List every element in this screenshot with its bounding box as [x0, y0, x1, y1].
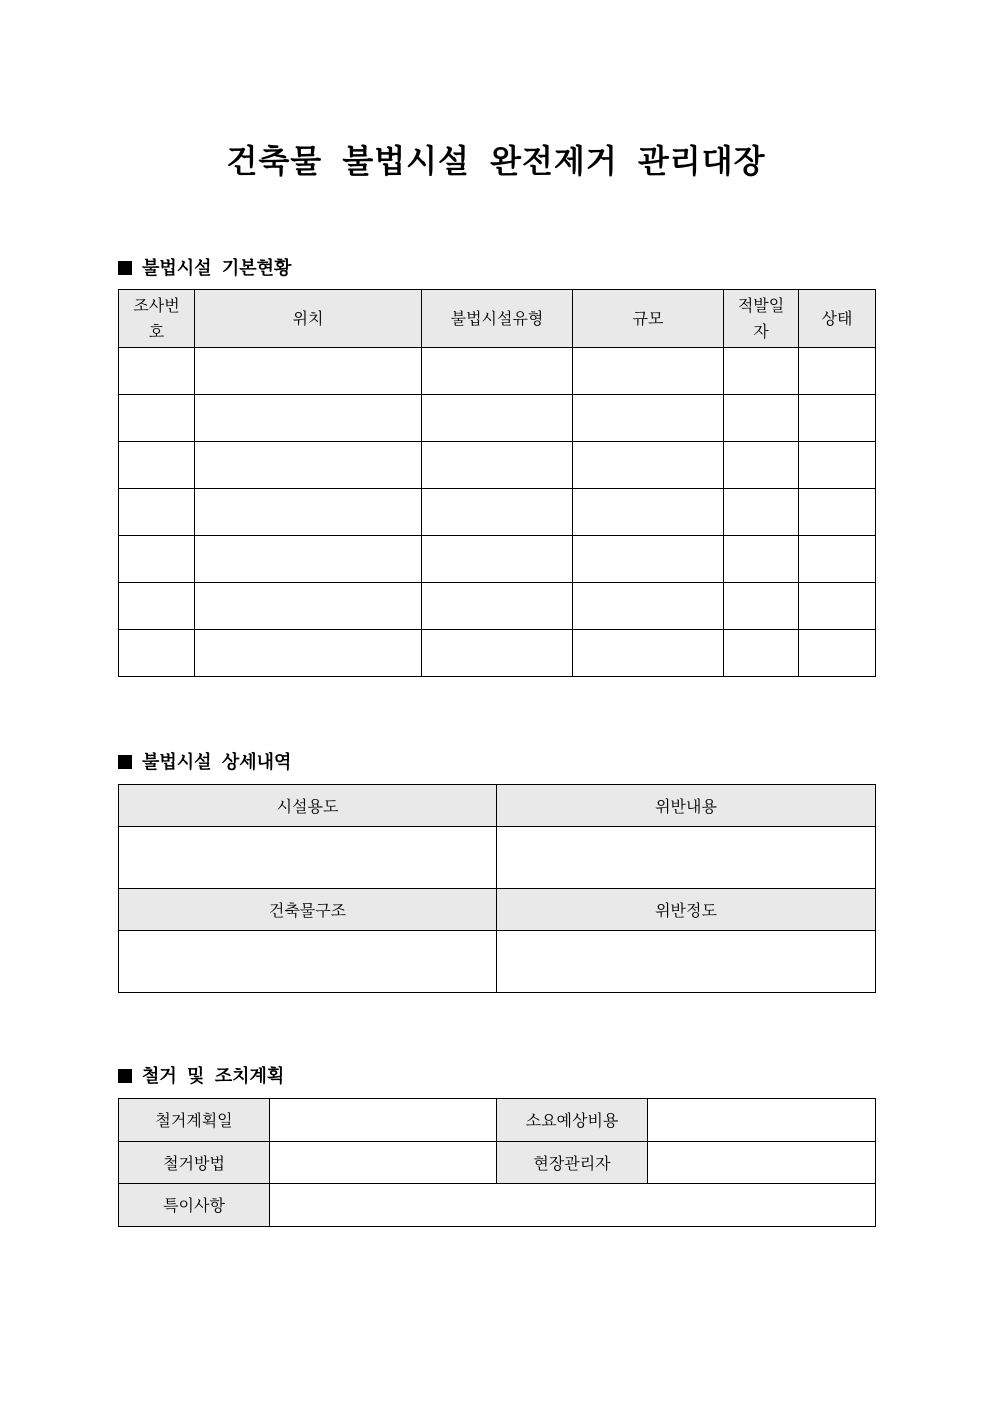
table-cell[interactable] [119, 442, 195, 489]
table-cell[interactable] [799, 489, 876, 536]
table-cell[interactable] [724, 536, 799, 583]
removal-date-field[interactable] [270, 1099, 497, 1142]
table-cell[interactable] [724, 489, 799, 536]
table-row [119, 1184, 876, 1227]
table-cell[interactable] [573, 630, 724, 677]
table-cell[interactable] [573, 489, 724, 536]
violation-content-label: 위반내용 [497, 785, 876, 827]
section-heading-details [118, 748, 291, 774]
estimated-cost-label: 소요예상비용 [497, 1099, 648, 1142]
violation-degree-label: 위반정도 [497, 889, 876, 931]
table-cell[interactable] [573, 348, 724, 395]
table-cell[interactable] [573, 583, 724, 630]
table-cell[interactable] [422, 348, 573, 395]
facility-use-field[interactable] [119, 827, 497, 889]
table-cell[interactable] [422, 489, 573, 536]
table-cell[interactable] [119, 348, 195, 395]
document-title: 건축물 불법시설 완전제거 관리대장 [226, 142, 766, 180]
remarks-label: 특이사항 [119, 1184, 270, 1227]
table-cell[interactable] [195, 583, 422, 630]
table-row [119, 348, 876, 395]
square-bullet-icon [118, 261, 132, 275]
table-cell[interactable] [799, 395, 876, 442]
table-cell[interactable] [195, 536, 422, 583]
table-header-row [119, 889, 876, 931]
table-cell[interactable] [724, 630, 799, 677]
section-heading-text: 철거 및 조치계획 [142, 1066, 285, 1087]
table-row [119, 630, 876, 677]
table-cell[interactable] [799, 536, 876, 583]
table-cell[interactable] [195, 395, 422, 442]
table-row [119, 489, 876, 536]
table-cell[interactable] [573, 395, 724, 442]
table-cell[interactable] [799, 583, 876, 630]
table-cell[interactable] [422, 583, 573, 630]
basic-status-table [118, 289, 876, 677]
table-cell[interactable] [119, 489, 195, 536]
remarks-field[interactable] [270, 1184, 876, 1227]
table-cell[interactable] [422, 442, 573, 489]
square-bullet-icon [118, 755, 132, 769]
section-heading-text: 불법시설 기본현황 [142, 258, 292, 279]
table-cell[interactable] [195, 630, 422, 677]
column-header-detection-date: 적발일자 [724, 290, 799, 348]
table-cell[interactable] [724, 348, 799, 395]
table-row [119, 395, 876, 442]
table-row [119, 1099, 876, 1142]
violation-content-field[interactable] [497, 827, 876, 889]
section-heading-text: 불법시설 상세내역 [142, 752, 292, 773]
table-cell[interactable] [119, 630, 195, 677]
table-row [119, 442, 876, 489]
square-bullet-icon [118, 1069, 132, 1083]
table-cell[interactable] [573, 536, 724, 583]
facility-use-label: 시설용도 [119, 785, 497, 827]
table-cell[interactable] [724, 442, 799, 489]
table-header-row [119, 290, 876, 348]
column-header-status: 상태 [799, 290, 876, 348]
column-header-survey-number: 조사번호 [119, 290, 195, 348]
table-cell[interactable] [422, 395, 573, 442]
table-cell[interactable] [724, 583, 799, 630]
table-cell[interactable] [799, 348, 876, 395]
table-cell[interactable] [573, 442, 724, 489]
section-heading-removal-plan [118, 1062, 284, 1088]
table-cell[interactable] [799, 630, 876, 677]
table-cell[interactable] [119, 536, 195, 583]
table-cell[interactable] [799, 442, 876, 489]
table-row [119, 827, 876, 889]
table-cell[interactable] [195, 442, 422, 489]
estimated-cost-field[interactable] [648, 1099, 876, 1142]
section-heading-basic-status [118, 254, 291, 280]
site-manager-label: 현장관리자 [497, 1141, 648, 1184]
table-row [119, 583, 876, 630]
removal-method-field[interactable] [270, 1141, 497, 1184]
column-header-scale: 규모 [573, 290, 724, 348]
building-structure-label: 건축물구조 [119, 889, 497, 931]
removal-date-label: 철거계획일 [119, 1099, 270, 1142]
table-cell[interactable] [119, 395, 195, 442]
table-row [119, 536, 876, 583]
table-cell[interactable] [195, 489, 422, 536]
removal-method-label: 철거방법 [119, 1141, 270, 1184]
table-cell[interactable] [422, 630, 573, 677]
table-cell[interactable] [195, 348, 422, 395]
details-table [118, 784, 876, 993]
removal-plan-table [118, 1098, 876, 1227]
table-cell[interactable] [119, 583, 195, 630]
table-cell[interactable] [724, 395, 799, 442]
column-header-facility-type: 불법시설유형 [422, 290, 573, 348]
building-structure-field[interactable] [119, 931, 497, 993]
column-header-location: 위치 [195, 290, 422, 348]
table-cell[interactable] [422, 536, 573, 583]
table-row [119, 1141, 876, 1184]
table-header-row [119, 785, 876, 827]
site-manager-field[interactable] [648, 1141, 876, 1184]
table-row [119, 931, 876, 993]
violation-degree-field[interactable] [497, 931, 876, 993]
